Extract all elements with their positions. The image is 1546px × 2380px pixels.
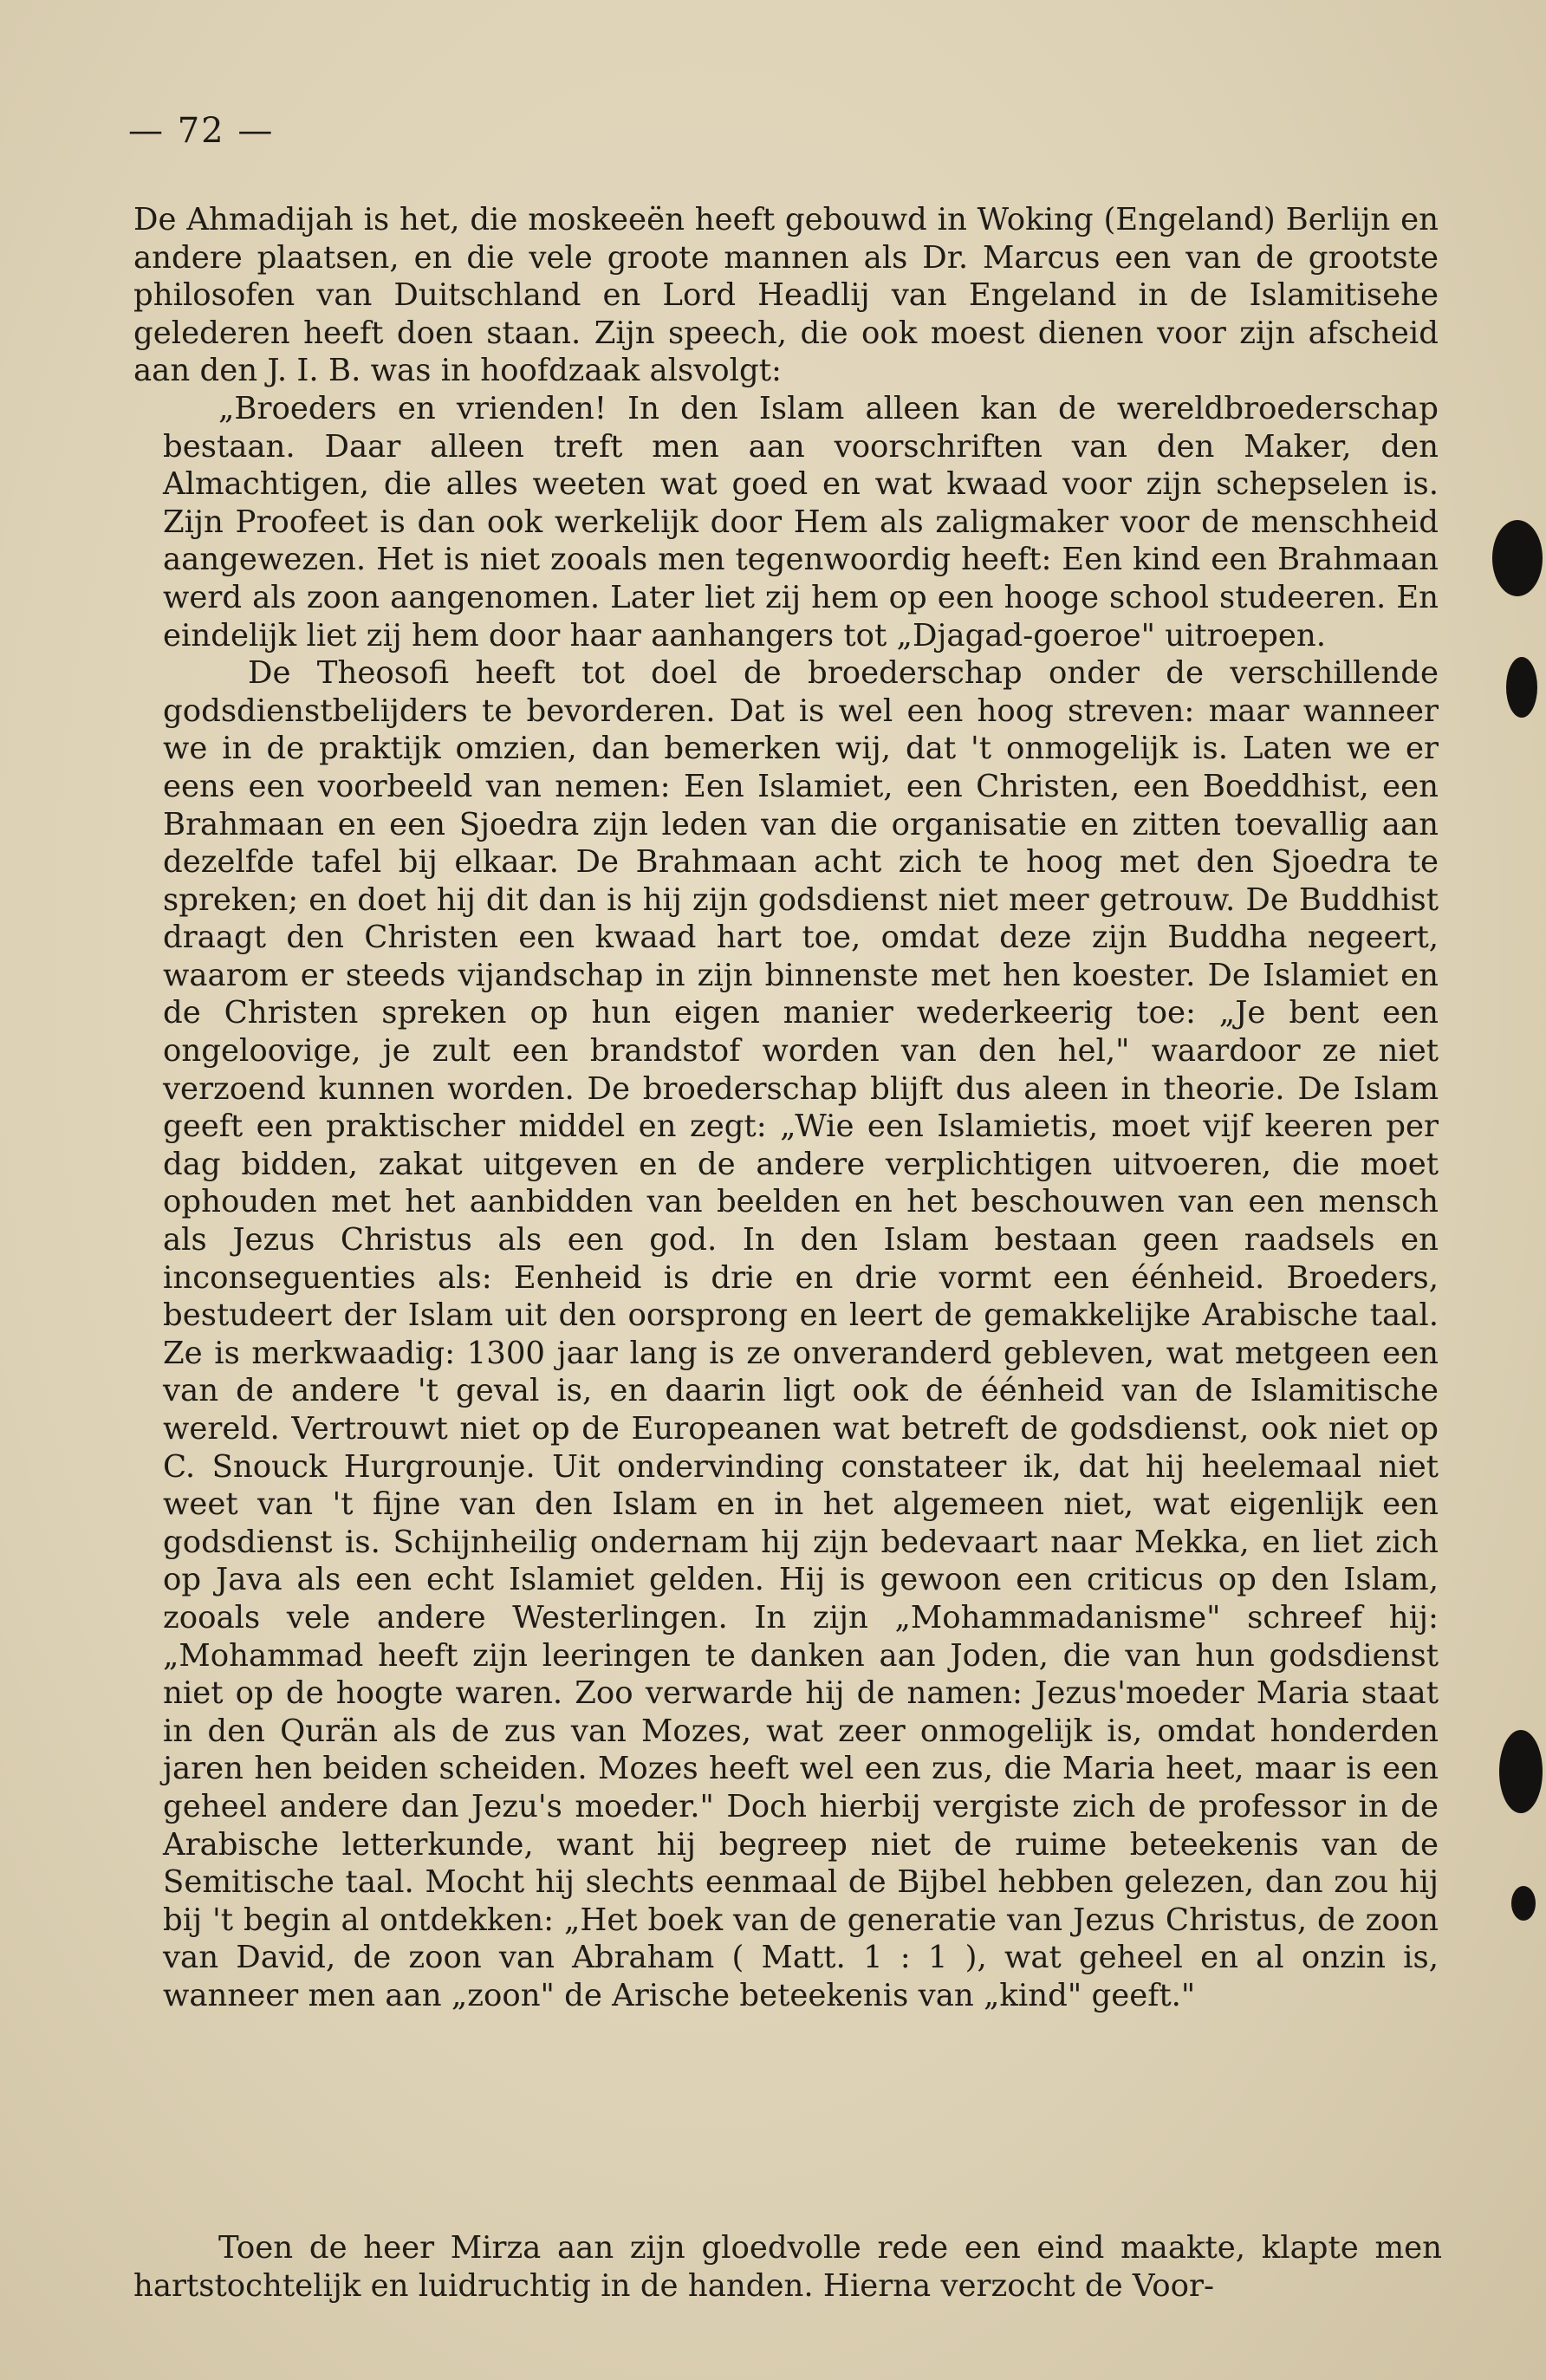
binding-hole-mark — [1499, 1730, 1543, 1813]
paragraph-intro: De Ahmadijah is het, die moskeeën heeft gebouwd in Woking (Engeland) Berlijn en andere plaatsen, en die vele groote mannen als Dr. Marcus een van de grootste philosofen van Duitschland en Lord Headlij van Engeland in de Islamitisehe gelederen heeft doen staan. Zijn speech, die ook moest dienen voor zijn afscheid aan den J. I. B. was in hoofdzaak alsvolgt: — [133, 202, 1439, 389]
page-number: — 72 — — [128, 111, 275, 151]
paragraph-speech-theosofi: De Theosofi heeft tot doel de broederschap onder de verschillende godsdienstbelijders te bevorderen. Dat is wel een hoog streven: maar wanneer we in de praktijk omzien, dan bemerken wij, dat 't onmogelijk is. Laten we er eens een voorbeeld van nemen: Een Islamiet, een Christen, een Boeddhist, een Brahmaan en een Sjoedra zijn leden van die organisatie en zitten toevallig aan dezelfde tafel bij elkaar. De Brahmaan acht zich te hoog met den Sjoedra te spreken; en doet hij dit dan is hij zijn godsdienst niet meer getrouw. De Buddhist draagt den Christen een kwaad hart toe, omdat deze zijn Buddha negeert, waarom er steeds vijandschap in zijn binnenste met hen koester. De Islamiet en de Christen spreken op hun eigen manier wederkeerig toe: „Je bent een ongeloovige, je zult een brandstof worden van den hel," waardoor ze niet verzoend kunnen worden. De broederschap blijft dus aleen in theorie. De Islam geeft een praktischer middel en zegt: „Wie een Islamietis, moet vijf keeren per dag bidden, zakat uitgeven en de andere verplichtigen uitvoeren, die moet ophouden met het aanbidden van beelden en het beschouwen van een mensch als Jezus Christus als een god. In den Islam bestaan geen raadsels en inconseguenties als: Eenheid is drie en drie vormt een éénheid. Broeders, bestudeert der Islam uit den oorsprong en leert de gemakkelijke Arabische taal. Ze is merkwaadig: 1300 jaar lang is ze onveranderd gebleven, wat metgeen een van de andere 't geval is, en daarin ligt ook de éénheid van de Islamitische wereld. Vertrouwt niet op de Europeanen wat betreft de godsdienst, ook niet op C. Snouck Hurgrounje. Uit ondervinding constateer ik, dat hij heelemaal niet weet van 't fijne van den Islam en in het algemeen niet, wat eigenlijk een godsdienst is. Schijnheilig ondernam hij zijn bedevaart naar Mekka, en liet zich op Java als een echt Islamiet gelden. Hij is gewoon een criticus op den Islam, zooals vele andere Westerlingen. In zijn „Mohammadanisme" schreef hij: „Mohammad heeft zijn leeringen te danken aan Joden, die van hun godsdienst niet op de hoogte waren. Zoo verwarde hij de namen: Jezus'moeder Maria staat in den Qurän als de zus van Mozes, wat zeer onmogelijk is, omdat honderden jaren hen beiden scheiden. Mozes heeft wel een zus, die Maria heet, maar is een geheel andere dan Jezu's moeder." Doch hierbij vergiste zich de professor in de Arabische letterkunde, want hij begreep niet de ruime beteekenis van de Semitische taal. Mocht hij slechts eenmaal de Bijbel hebben gelezen, dan zou hij bij 't begin al ontdekken: „Het boek van de generatie van Jezus Christus, de zoon van David, de zoon van Abraham ( Matt. 1 : 1 ), wat geheel en al onzin is, wanneer men aan „zoon" de Arische beteekenis van „kind" geeft." — [163, 655, 1439, 2013]
binding-hole-mark — [1511, 1886, 1536, 1921]
binding-hole-mark — [1492, 520, 1543, 596]
paragraph-closing: Toen de heer Mirza aan zijn gloedvolle rede een eind maakte, klapte men hartstochtelijk en luidruchtig in de handen. Hierna verzocht de Voor- — [133, 2230, 1442, 2304]
paragraph-speech-opening: „Broeders en vrienden! In den Islam alleen kan de wereldbroederschap bestaan. Daar alleen treft men aan voorschriften van den Maker, den Almachtigen, die alles weeten wat goed en wat kwaad voor zijn schepselen is. Zijn Proofeet is dan ook werkelijk door Hem als zaligmaker voor de menschheid aangewezen. Het is niet zooals men tegenwoordig heeft: Een kind een Brahmaan werd als zoon aangenomen. Later liet zij hem op een hooge school studeeren. En eindelijk liet zij hem door haar aanhangers tot „Djagad-goeroe" uitroepen. — [163, 390, 1439, 654]
binding-hole-mark — [1506, 657, 1537, 718]
body-text — [133, 201, 1442, 2304]
